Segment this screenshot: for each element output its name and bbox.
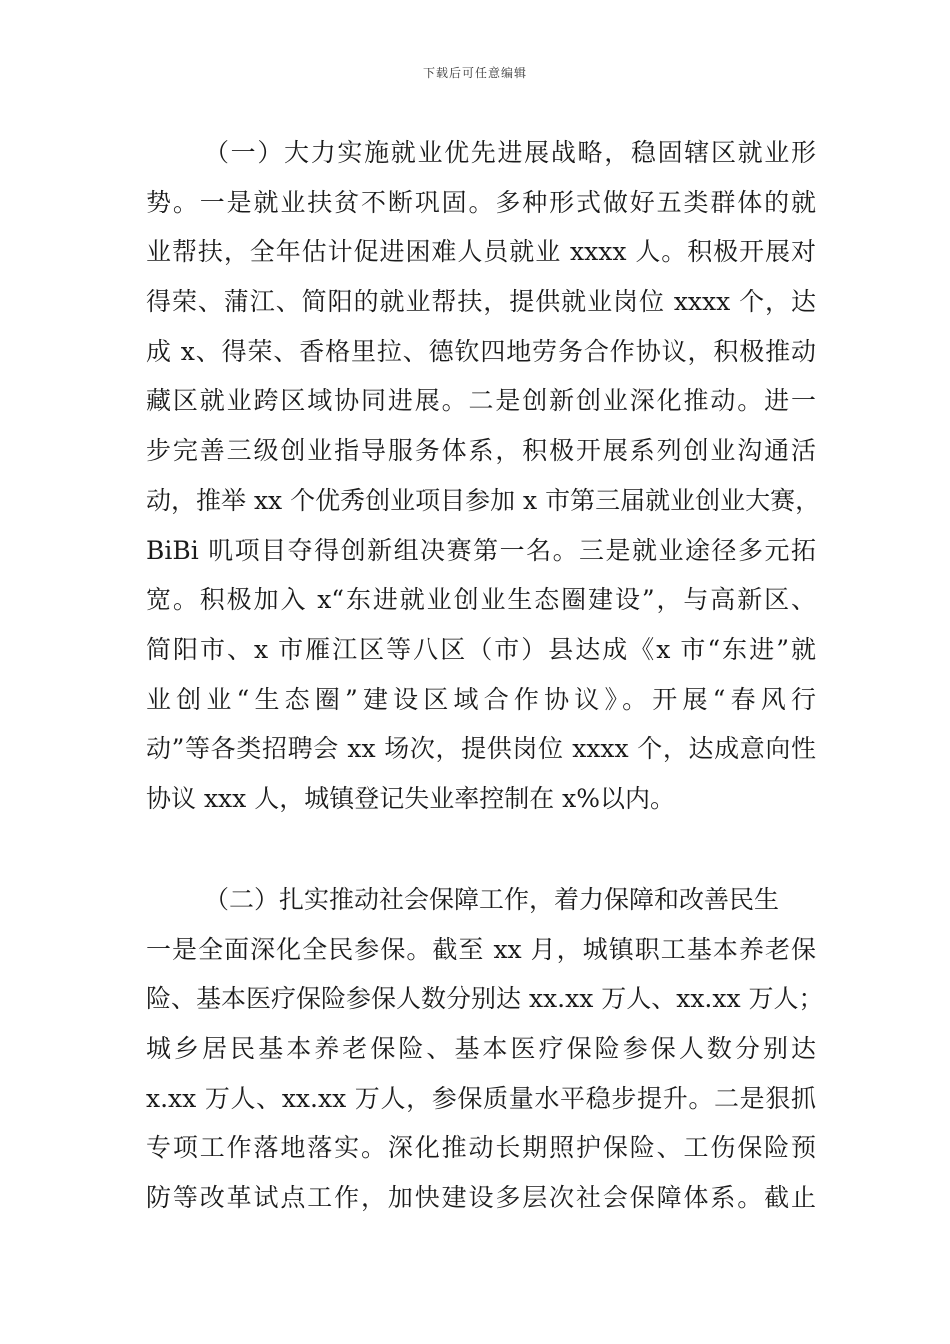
- paragraph-line: 动”等各类招聘会 xx 场次，提供岗位 xxxx 个，达成意向性: [146, 734, 816, 764]
- paragraph-line: 协议 xxx 人，城镇登记失业率控制在 x%以内。: [146, 783, 675, 813]
- paragraph-line: 专项工作落地落实。深化推动长期照护保险、工伤保险预: [146, 1133, 816, 1163]
- paragraph-line: （二）扎实推动社会保障工作，着力保障和改善民生: [204, 885, 780, 914]
- paragraph-line: 势。一是就业扶贫不断巩固。多种形式做好五类群体的就: [146, 187, 816, 217]
- paragraph-line: 藏区就业跨区域协同进展。二是创新创业深化推动。进一: [146, 386, 816, 416]
- paragraph-line: BiBi 叽项目夺得创新组决赛第一名。三是就业途径多元拓: [146, 535, 816, 565]
- paragraph-line: 城乡居民基本养老保险、基本医疗保险参保人数分别达: [146, 1034, 816, 1064]
- paragraph-line: 业帮扶，全年估计促进困难人员就业 xxxx 人。积极开展对: [146, 237, 816, 267]
- paragraph-line: 一是全面深化全民参保。截至 xx 月，城镇职工基本养老保: [146, 934, 816, 964]
- paragraph-line: 险、基本医疗保险参保人数分别达 xx.xx 万人、xx.xx 万人；: [146, 984, 824, 1014]
- page-header-note: 下载后可任意编辑: [422, 66, 527, 80]
- section-employment: [146, 128, 821, 824]
- paragraph-line: 成 x、得荣、香格里拉、德钦四地劳务合作协议，积极推动: [146, 336, 816, 366]
- paragraph-line: 防等改革试点工作，加快建设多层次社会保障体系。截止: [146, 1183, 816, 1213]
- paragraph-line: 步完善三级创业指导服务体系，积极开展系列创业沟通活: [146, 436, 816, 466]
- paragraph-line: 宽。积极加入 x“东进就业创业生态圈建设”，与高新区、: [146, 585, 816, 615]
- paragraph-line: 简阳市、x 市雁江区等八区（市）县达成《x 市“东进”就: [146, 634, 816, 664]
- paragraph-line: 得荣、蒲江、简阳的就业帮扶，提供就业岗位 xxxx 个，达: [146, 287, 816, 317]
- paragraph-line: x.xx 万人、xx.xx 万人，参保质量水平稳步提升。二是狠抓: [146, 1083, 816, 1113]
- paragraph-line: 业创业“生态圈”建设区域合作协议》。开展“春风行: [146, 684, 816, 714]
- section-social-security: [146, 875, 824, 1223]
- paragraph-line: 动，推举 xx 个优秀创业项目参加 x 市第三届就业创业大赛，: [146, 485, 821, 515]
- paragraph-line: （一）大力实施就业优先进展战略，稳固辖区就业形: [204, 138, 816, 167]
